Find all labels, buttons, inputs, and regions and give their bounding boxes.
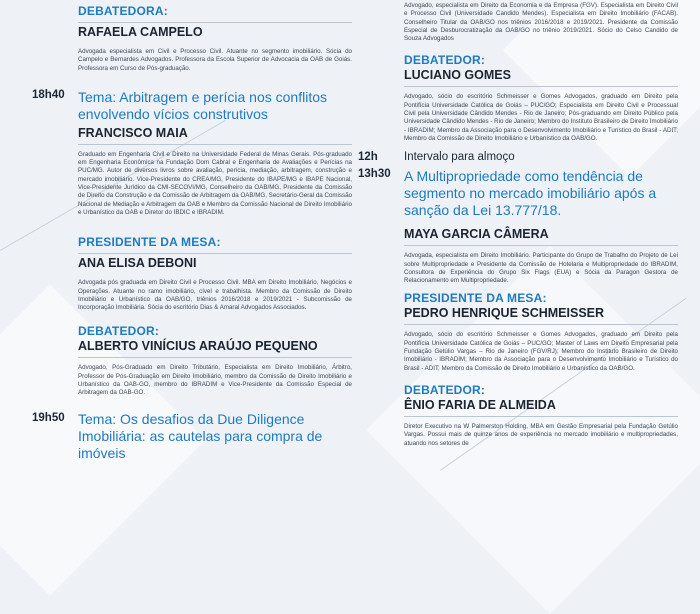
- divider: [78, 144, 352, 145]
- speaker-name: ANA ELISA DEBONI: [78, 256, 197, 271]
- debater-block: [78, 4, 352, 73]
- left-column: [32, 0, 352, 462]
- role-label: DEBATEDOR:: [404, 53, 486, 68]
- speaker-name: ÊNIO FARIA DE ALMEIDA: [404, 397, 556, 412]
- speaker-name: MAYA GARCIA CÂMERA: [404, 227, 549, 242]
- role-label: PRESIDENTE DA MESA:: [78, 235, 221, 250]
- slot-time: 13h30: [358, 168, 391, 181]
- speaker-bio: Advogado, sócio do escritório Schmeisser e Gomes Advogados, graduado em Direito pela Pontifícia Universidade Católica de Goiás – PUC/GO; Especialista em Direito Civil e Processual Civil pela Universidade Cândido Mendes - Rio de Janeiro; Pós-graduando em Direito Público pela Universidade Cândido Mendes - Rio de Janeiro; Membro do Instituto Brasileiro de Direito Imobiliário - IBRADIM; Membro da Associação para o Desenvolvimento Imobiliário e Turístico do Brasil - ADIT; Membro da Comissão de Direito Imobiliário e Urbanístico da OAB/GO.: [404, 93, 678, 142]
- speaker-bio: Diretor Executivo na W Palmerston Holding, MBA em Gestão Empresarial pela Fundação Getúlio Vargas. Possui mais de quinze anos de experiência no mercado imobiliário e multipropriedades, atuando nos setores de: [404, 422, 678, 447]
- talk-title: Tema: Os desafios da Due Diligence Imobiliária: as cautelas para compra de imóveis: [78, 410, 323, 461]
- role-label: DEBATEDORA:: [78, 4, 168, 18]
- slot-time: 19h50: [32, 411, 65, 424]
- speaker-name: RAFAELA CAMPELO: [78, 25, 203, 39]
- divider: [404, 86, 678, 87]
- divider: [404, 245, 678, 246]
- divider: [78, 22, 352, 23]
- speaker-bio: Advogado, especialista em Direito da Economia e da Empresa (FGV). Especialista em Direito Civil e Processo Civil (Universidade Candido Mendes). Especialista em Direito Imobiliário (FACAB). Conselheiro Titular da OAB/GO nos triênios 2016/2018 e 2019/2021. Presidente da Comissão Especial de Desburocratização da OAB/GO no triênio 2019/2021. Sócio do Celso Candido de Souza Advogados: [404, 2, 678, 43]
- role-label: DEBATEDOR:: [404, 382, 486, 397]
- speaker-bio: Advogado, sócio do escritório Schmeisser e Gomes Advogados, graduado em Direito pela Pontifícia Universidade Católica de Goiás – PUC/GO; Master of Laws em Direito Empresarial pela Fundação Getúlio Vargas – Rio de Janeiro (FGV/RJ); Membro do Instituto Brasileiro de Direito Imobiliário - IBRADIM; Membro da Associação para o Desenvolvimento Imobiliário e Turístico do Brasil - ADIT; Membro da Comissão de Direito Imobiliário e Urbanístico da OAB/GO.: [404, 331, 678, 372]
- divider: [78, 253, 352, 254]
- role-label: DEBATEDOR:: [78, 324, 160, 339]
- role-label: PRESIDENTE DA MESA:: [404, 291, 547, 306]
- timeslot: [358, 151, 678, 163]
- slot-time: 18h40: [32, 88, 65, 101]
- speaker-name: PEDRO HENRIQUE SCHMEISSER: [404, 306, 605, 321]
- speaker-bio: Advogada pós graduada em Direito Civil e Processo Civil. MBA em Direito Imobiliário, Negócios e Operações. Atuante no ramo imobiliário, cível e trabalhista. Membro da Comissão de Direito Imobiliário e Urbanístico da OAB/GO, triênios 2016/2018 e 2019/2021 - Subcomissão de Incorporação Imobiliária. Sócia do escritório Dias & Amaral Advogados Associados.: [78, 279, 352, 312]
- speaker-bio: Graduado em Engenharia Civil e Direito na Universidade Federal de Minas Gerais. Pós-graduado em Engenharia Econômica na Fundação Dom Cabral e Engenharia de Avaliações e Perícias na PUC/MG. Autor de diversos livros sobre avaliação, perícia, mediação, arbitragem, construção e mercado imobiliário. Vice-Presidente do CREA/MG, Presidente do IBAPE/MG e IBAPE Nacional, Vice-Presidente Jurídico da CMI-SECOVI/MG, Conselheiro da OAB/MG, Presidente da Comissão de Direito da Construção e da Comissão de Arbitragem da OAB/MG, Secretário-Geral da Comissão Nacional de Mediação e Arbitragem da OAB e Membro da Comissão Nacional de Direito Imobiliário e Urbanístico da OAB e Diretor do IBDIC e IBRADIM.: [78, 150, 352, 216]
- speaker-name: ALBERTO VINÍCIUS ARAÚJO PEQUENO: [78, 339, 318, 354]
- speaker-bio: Advogada, especialista em Direito Imobiliário. Participante do Grupo de Trabalho do Projeto de Lei sobre Multipropriedade e Presidente da Comissão de Hotelaria e Multipropriedade do IBRADIM, Consultora de Experiência do Grupo Six Flags (EUA) e Sócia da Paragon Gestora de Relacionamento em Multipropriedade.: [404, 252, 678, 285]
- break-label: Intervalo para almoço: [404, 151, 515, 164]
- divider: [78, 357, 352, 358]
- timeslot: [358, 168, 678, 448]
- speaker-name: LUCIANO GOMES: [404, 68, 511, 83]
- talk-title: A Multipropriedade como tendência de segmento no mercado imobiliário após a sanção da Lei 13.777/18.: [404, 168, 657, 219]
- timeslot: [32, 411, 352, 462]
- slot-time: 12h: [358, 151, 378, 164]
- timeslot: [32, 89, 352, 398]
- speaker-bio: Advogado, Pós-Graduado em Direito Tributário, Especialista em Direito Imobiliário, Árbitro, Professor de Pós-Graduação em Direito Imobiliário, membro da Comissão de Direito Imobiliário e Urbanístico da OAB-GO, membro do IBRADIM e Vice-Presidente da Comissão Especial de Arbitragem da OAB-GO.: [78, 364, 352, 397]
- divider: [404, 324, 678, 325]
- talk-title: Tema: Arbitragem e perícia nos conflitos envolvendo vícios construtivos: [78, 88, 328, 122]
- right-column: [358, 0, 678, 448]
- divider: [404, 416, 678, 417]
- speaker-bio: Advogada especialista em Civil e Processo Civil. Atuante no segmento imobiliário. Sócia do Campelo e Bernardes Advogados. Professora da Escola Superior de Advocacia da OAB de Goiás. Professora em Curso de Pós-graduação.: [78, 48, 352, 72]
- speaker-name: FRANCISCO MAIA: [78, 125, 188, 140]
